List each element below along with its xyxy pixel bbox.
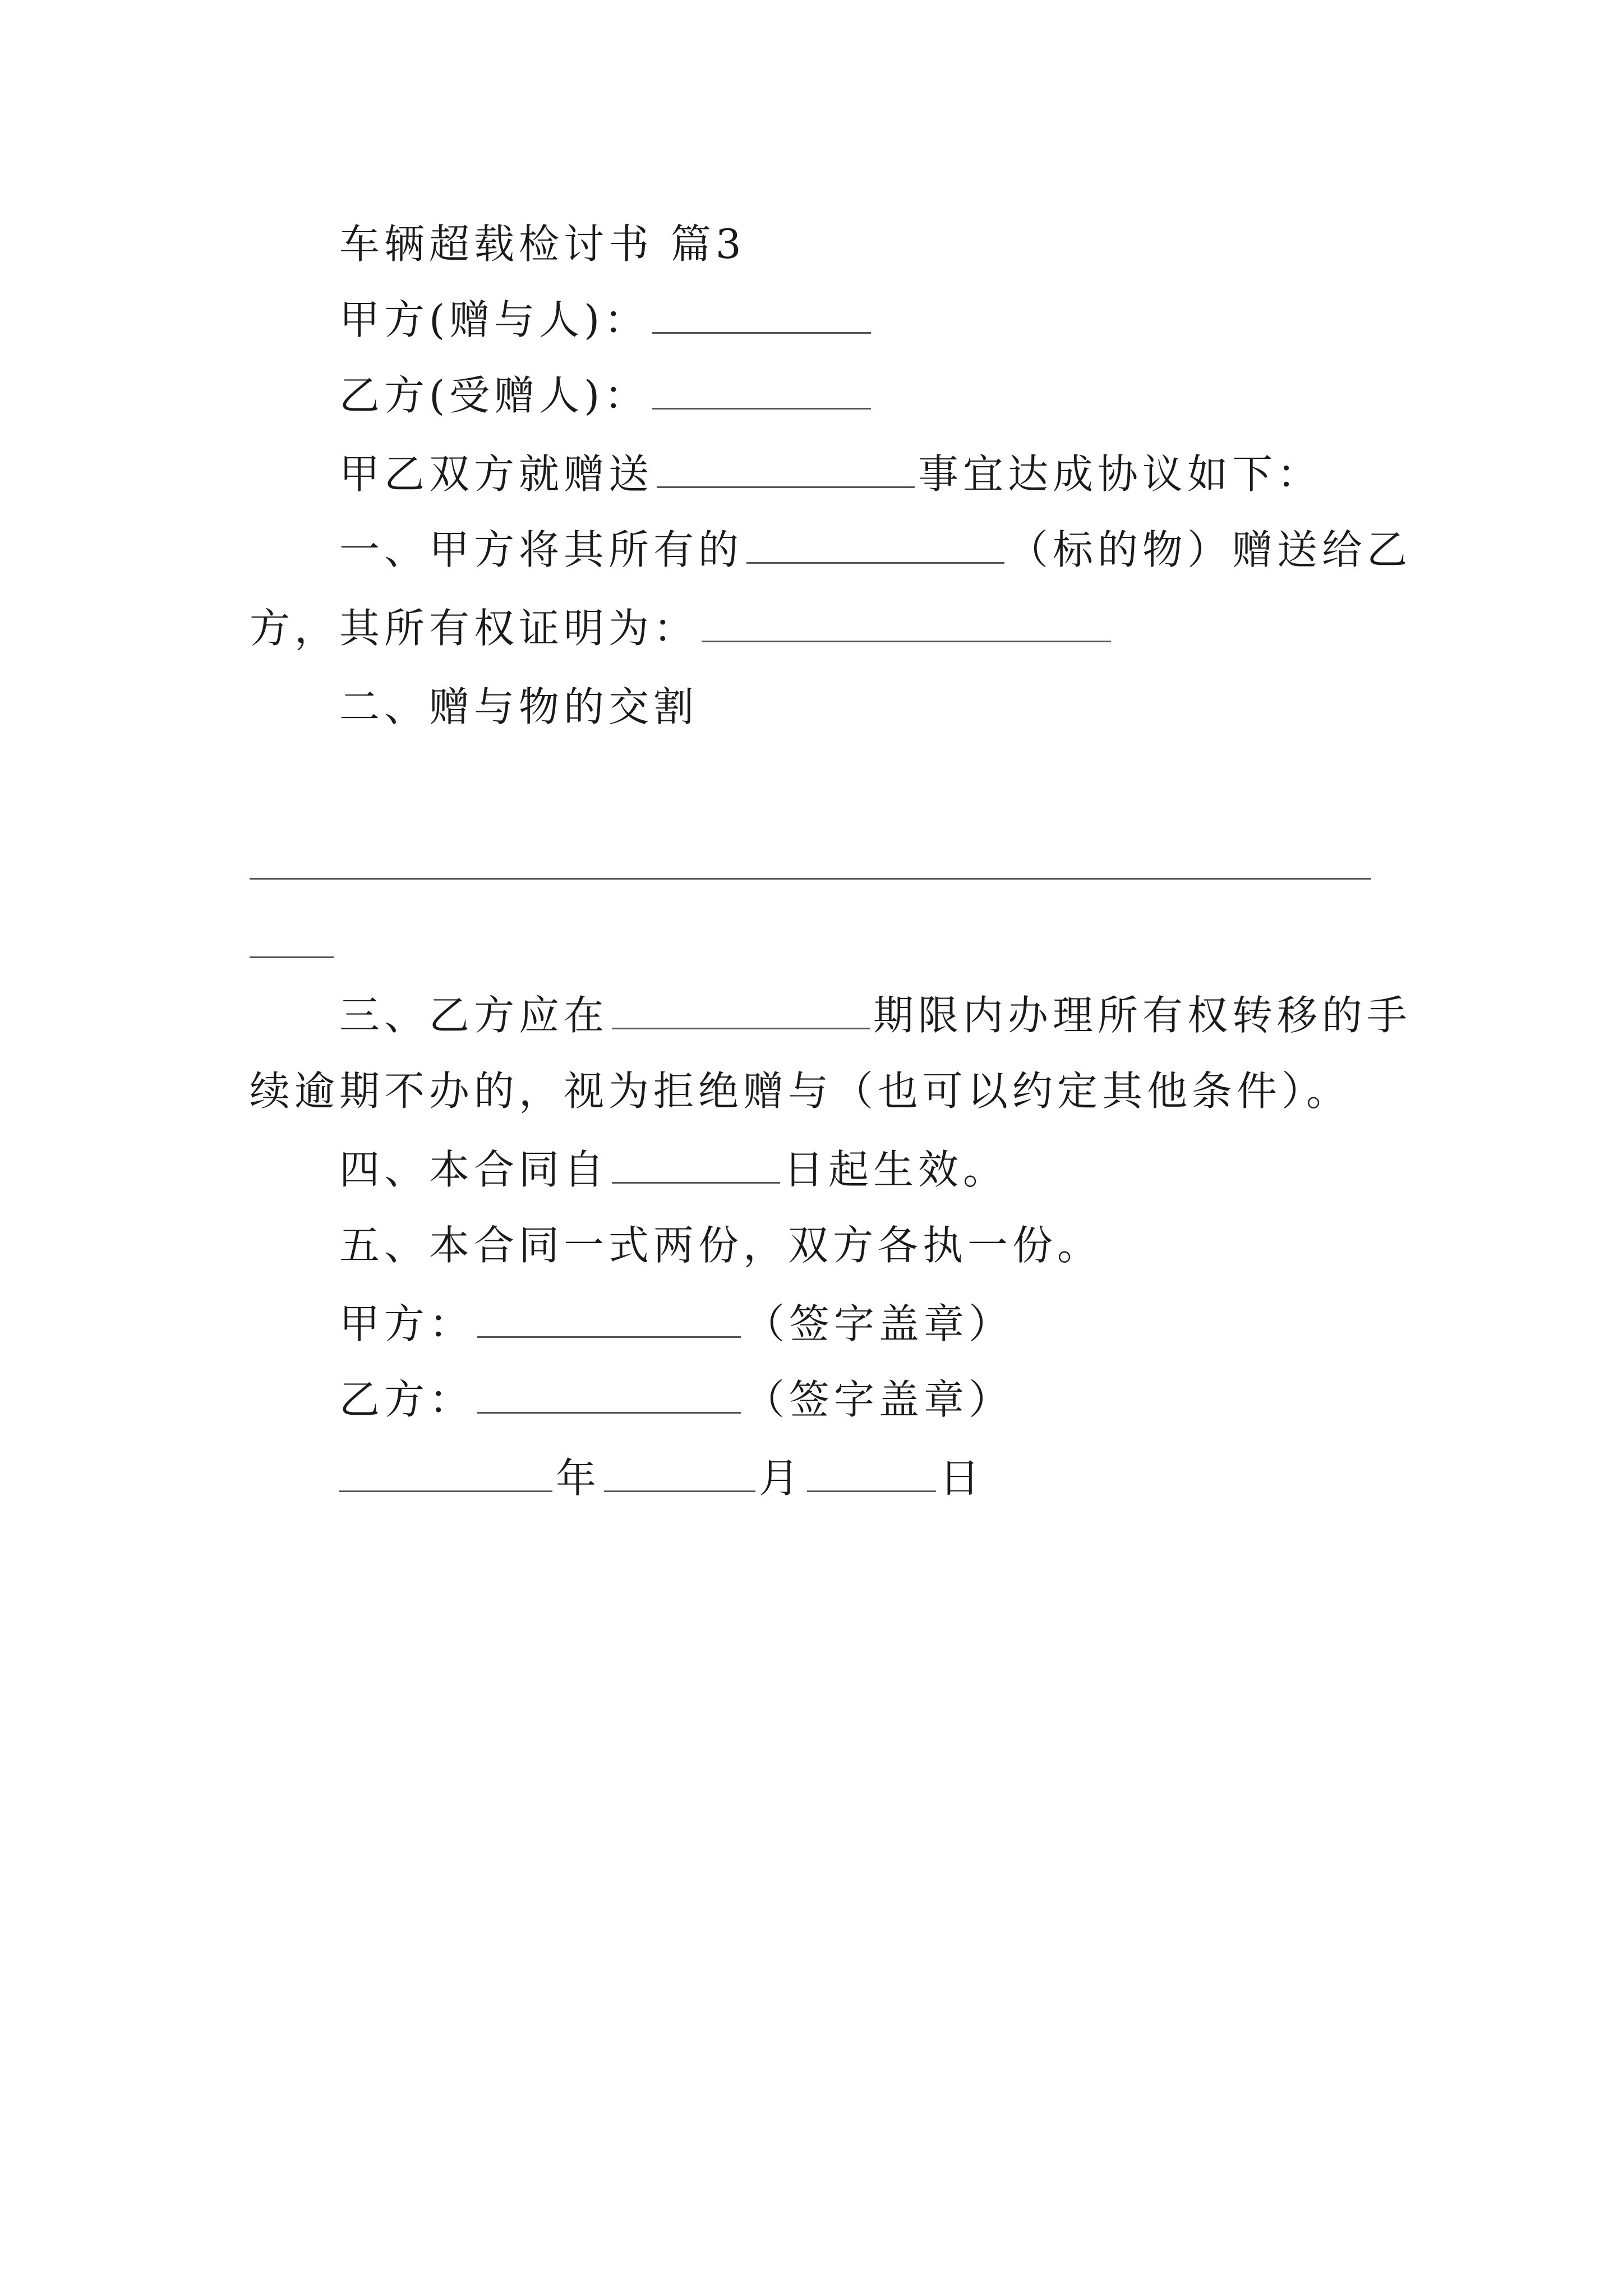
sign-a-note: （签字盖章） <box>744 1300 1014 1347</box>
clause-3-line-2: 续逾期不办的，视为拒绝赠与（也可以约定其他条件）。 <box>250 1068 1352 1115</box>
sign-a-label: 甲方： <box>339 1300 474 1347</box>
clause-1-post: （标的物）赠送给乙 <box>1008 526 1412 573</box>
sign-b-label: 乙方： <box>339 1376 474 1423</box>
subject-matter-blank[interactable] <box>746 526 1004 564</box>
party-a-blank[interactable] <box>652 296 871 334</box>
clause-3-pre: 三、乙方应在 <box>339 992 609 1039</box>
sign-a-blank[interactable] <box>477 1300 741 1338</box>
clause-4-post: 日起生效。 <box>783 1146 1008 1193</box>
party-a-label: 甲方(赠与人)： <box>339 296 649 343</box>
sign-b-blank[interactable] <box>477 1376 741 1414</box>
day-blank[interactable] <box>807 1455 936 1492</box>
date-month-label: 月 <box>759 1455 804 1502</box>
delivery-short-blank[interactable] <box>250 956 334 958</box>
sign-b-line <box>339 1372 1013 1428</box>
intro-pre: 甲乙双方就赠送 <box>339 450 654 498</box>
document-title: 车辆超载检讨书 篇3 <box>339 220 746 268</box>
date-year-label: 年 <box>556 1455 601 1502</box>
month-blank[interactable] <box>604 1455 755 1492</box>
clause-1-pre: 一、甲方将其所有的 <box>339 526 744 573</box>
clause-1-line-1 <box>339 522 1412 578</box>
clause-1-line-2-text: 方，其所有权证明为： <box>250 605 699 652</box>
effective-date-blank[interactable] <box>612 1146 780 1184</box>
party-b-line <box>339 367 874 424</box>
intro-post: 事宜达成协议如下： <box>918 450 1322 498</box>
date-day-label: 日 <box>939 1455 985 1502</box>
clause-3-post: 期限内办理所有权转移的手 <box>873 992 1412 1039</box>
year-blank[interactable] <box>339 1455 552 1492</box>
gift-item-blank[interactable] <box>657 450 915 488</box>
party-b-label: 乙方(受赠人)： <box>339 372 649 419</box>
clause-4-pre: 四、本合同自 <box>339 1146 609 1193</box>
clause-2: 二、赠与物的交割 <box>339 683 699 730</box>
clause-1-line-2 <box>250 600 1114 656</box>
party-a-line <box>339 292 874 348</box>
intro-line <box>339 446 1322 502</box>
transfer-period-blank[interactable] <box>612 992 870 1029</box>
date-line <box>339 1450 984 1506</box>
sign-a-line <box>339 1296 1013 1352</box>
ownership-proof-blank[interactable] <box>702 605 1111 642</box>
party-b-blank[interactable] <box>652 372 871 409</box>
clause-5: 五、本合同一式两份，双方各执一份。 <box>339 1222 1103 1269</box>
delivery-long-blank[interactable] <box>250 878 1371 880</box>
sign-b-note: （签字盖章） <box>744 1376 1014 1423</box>
clause-4-line <box>339 1142 1008 1198</box>
clause-3-line-1 <box>339 987 1412 1043</box>
